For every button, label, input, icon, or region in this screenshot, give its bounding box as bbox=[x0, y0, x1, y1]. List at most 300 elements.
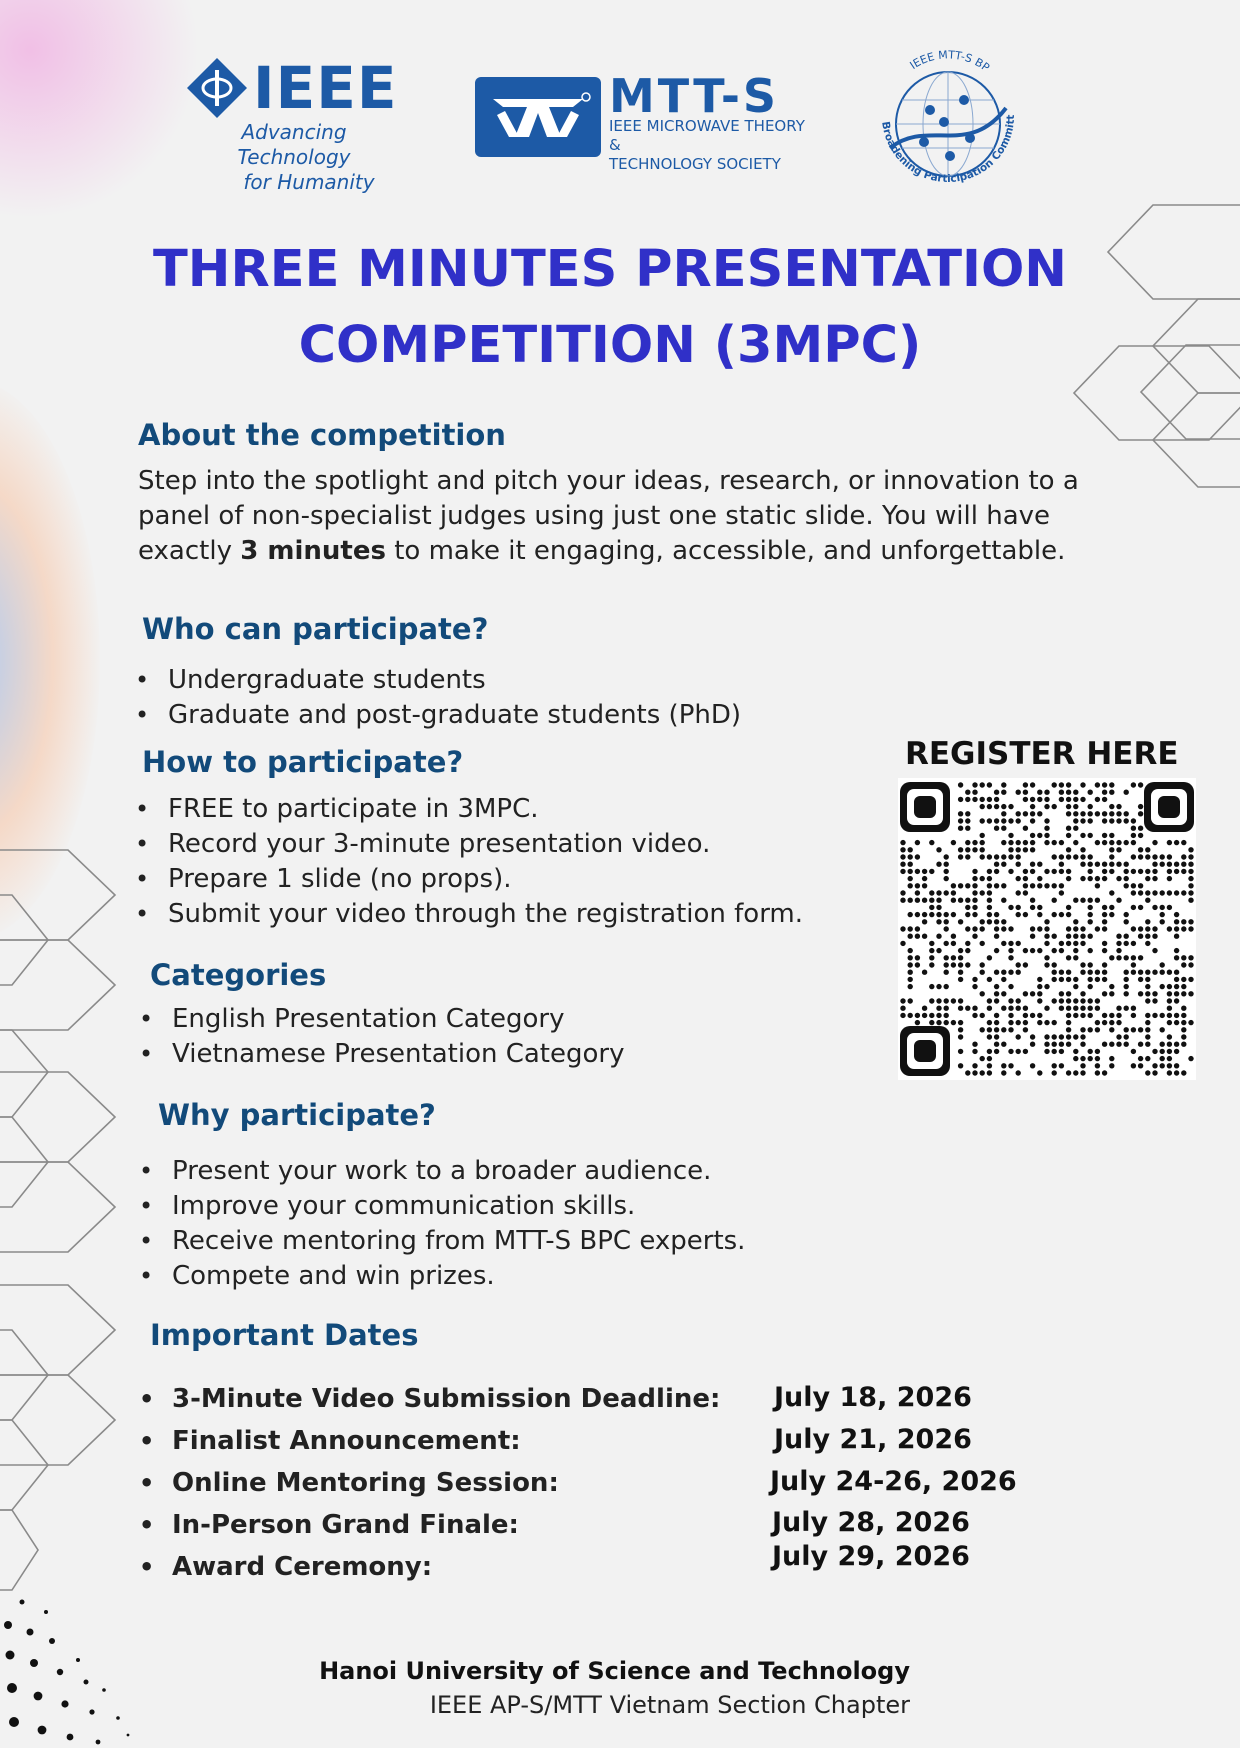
qr-module bbox=[1059, 1042, 1064, 1047]
qr-module bbox=[915, 962, 920, 967]
qr-module bbox=[951, 890, 956, 895]
who-list bbox=[138, 663, 741, 733]
qr-module bbox=[1138, 847, 1143, 852]
qr-module bbox=[1080, 818, 1085, 823]
qr-module bbox=[1023, 782, 1028, 787]
qr-module bbox=[972, 934, 977, 939]
qr-module bbox=[1109, 869, 1114, 874]
qr-module bbox=[1167, 890, 1172, 895]
qr-module bbox=[1181, 991, 1186, 996]
qr-module bbox=[980, 962, 985, 967]
qr-module bbox=[1030, 804, 1035, 809]
qr-module bbox=[929, 905, 934, 910]
qr-module bbox=[1088, 876, 1093, 881]
qr-module bbox=[958, 948, 963, 953]
qr-module bbox=[944, 912, 949, 917]
qr-module bbox=[1066, 905, 1071, 910]
qr-module bbox=[1181, 977, 1186, 982]
qr-module bbox=[980, 926, 985, 931]
qr-module bbox=[1088, 984, 1093, 989]
qr-module bbox=[1030, 847, 1035, 852]
list-item: • Compete and win prizes. bbox=[142, 1259, 745, 1294]
qr-module bbox=[994, 1020, 999, 1025]
qr-module bbox=[1167, 840, 1172, 845]
qr-module bbox=[1044, 941, 1049, 946]
qr-module bbox=[1109, 782, 1114, 787]
qr-module bbox=[1052, 1042, 1057, 1047]
qr-module bbox=[972, 905, 977, 910]
qr-module bbox=[1080, 782, 1085, 787]
qr-module bbox=[936, 1020, 941, 1025]
qr-module bbox=[1109, 811, 1114, 816]
qr-module bbox=[1059, 912, 1064, 917]
qr-module bbox=[1023, 1020, 1028, 1025]
qr-module bbox=[1102, 941, 1107, 946]
qr-module bbox=[994, 818, 999, 823]
qr-module bbox=[994, 826, 999, 831]
list-item: • Graduate and post-graduate students (PhD) bbox=[138, 698, 741, 733]
qr-module bbox=[1188, 991, 1193, 996]
qr-module bbox=[1008, 955, 1013, 960]
qr-module bbox=[1116, 804, 1121, 809]
qr-module bbox=[1001, 854, 1006, 859]
qr-module bbox=[1174, 1063, 1179, 1068]
qr-module bbox=[1001, 1027, 1006, 1032]
qr-module bbox=[1052, 1070, 1057, 1075]
qr-module bbox=[972, 797, 977, 802]
date-label: • In-Person Grand Finale: bbox=[142, 1504, 720, 1546]
mtts-wordmark: MTT-S bbox=[609, 69, 780, 123]
qr-module bbox=[936, 898, 941, 903]
qr-module bbox=[915, 1020, 920, 1025]
qr-module bbox=[972, 1063, 977, 1068]
qr-module bbox=[1066, 991, 1071, 996]
ieee-tagline-line1: Advancing Technology bbox=[237, 120, 351, 169]
qr-module bbox=[1102, 797, 1107, 802]
qr-module bbox=[1095, 840, 1100, 845]
qr-module bbox=[1131, 926, 1136, 931]
qr-module bbox=[1044, 1006, 1049, 1011]
qr-module bbox=[1116, 934, 1121, 939]
qr-module bbox=[1080, 898, 1085, 903]
qr-module bbox=[980, 1013, 985, 1018]
qr-module bbox=[1030, 797, 1035, 802]
qr-module bbox=[1181, 862, 1186, 867]
qr-module bbox=[965, 818, 970, 823]
qr-module bbox=[1124, 970, 1129, 975]
qr-module bbox=[1145, 847, 1150, 852]
qr-module bbox=[987, 890, 992, 895]
qr-module bbox=[915, 926, 920, 931]
qr-module bbox=[1088, 948, 1093, 953]
qr-module bbox=[1023, 790, 1028, 795]
qr-module bbox=[1023, 890, 1028, 895]
qr-module bbox=[1160, 1042, 1165, 1047]
qr-module bbox=[1066, 941, 1071, 946]
qr-module bbox=[994, 854, 999, 859]
qr-module bbox=[994, 948, 999, 953]
qr-module bbox=[1131, 905, 1136, 910]
qr-module bbox=[1016, 1034, 1021, 1039]
qr-module bbox=[922, 912, 927, 917]
qr-module bbox=[1167, 869, 1172, 874]
qr-module bbox=[1116, 862, 1121, 867]
qr-module bbox=[1080, 797, 1085, 802]
about-text-end: to make it engaging, accessible, and unforgettable. bbox=[385, 536, 1066, 566]
qr-module bbox=[1152, 905, 1157, 910]
qr-module bbox=[1044, 934, 1049, 939]
qr-module bbox=[1030, 883, 1035, 888]
qr-module bbox=[1174, 934, 1179, 939]
qr-module bbox=[900, 854, 905, 859]
qr-module bbox=[1188, 847, 1193, 852]
qr-module bbox=[1066, 1006, 1071, 1011]
qr-module bbox=[1181, 1027, 1186, 1032]
qr-module bbox=[1016, 1006, 1021, 1011]
qr-module bbox=[1044, 826, 1049, 831]
qr-module bbox=[1109, 991, 1114, 996]
qr-module bbox=[1073, 1070, 1078, 1075]
qr-module bbox=[1109, 833, 1114, 838]
qr-module bbox=[1008, 818, 1013, 823]
qr-module bbox=[922, 1013, 927, 1018]
qr-module bbox=[1008, 840, 1013, 845]
qr-module bbox=[1145, 934, 1150, 939]
qr-module bbox=[1088, 905, 1093, 910]
qr-module bbox=[1131, 818, 1136, 823]
qr-module bbox=[936, 948, 941, 953]
qr-module bbox=[908, 883, 913, 888]
qr-module bbox=[1131, 826, 1136, 831]
qr-module bbox=[1059, 782, 1064, 787]
qr-module bbox=[1109, 1020, 1114, 1025]
qr-module bbox=[1124, 811, 1129, 816]
qr-module bbox=[1145, 1020, 1150, 1025]
qr-module bbox=[1088, 962, 1093, 967]
qr-module bbox=[1080, 934, 1085, 939]
registration-qr-code[interactable] bbox=[898, 778, 1196, 1080]
date-value: July 29, 2026 bbox=[772, 1541, 970, 1572]
qr-module bbox=[972, 1042, 977, 1047]
qr-module bbox=[908, 862, 913, 867]
qr-module bbox=[1001, 790, 1006, 795]
qr-module bbox=[1008, 854, 1013, 859]
qr-module bbox=[965, 847, 970, 852]
mtts-emblem bbox=[475, 77, 601, 157]
qr-module bbox=[1188, 1020, 1193, 1025]
qr-module bbox=[1116, 1013, 1121, 1018]
qr-module bbox=[1181, 926, 1186, 931]
qr-module bbox=[965, 826, 970, 831]
qr-module bbox=[1145, 1027, 1150, 1032]
qr-module bbox=[1095, 1070, 1100, 1075]
qr-module bbox=[1088, 998, 1093, 1003]
qr-module bbox=[1138, 934, 1143, 939]
qr-module bbox=[1167, 1063, 1172, 1068]
qr-module bbox=[1167, 1013, 1172, 1018]
qr-module bbox=[1138, 991, 1143, 996]
qr-module bbox=[1152, 991, 1157, 996]
qr-module bbox=[1059, 840, 1064, 845]
qr-module bbox=[1102, 991, 1107, 996]
qr-module bbox=[1001, 970, 1006, 975]
qr-module bbox=[951, 840, 956, 845]
qr-module bbox=[1181, 984, 1186, 989]
qr-module bbox=[1023, 1049, 1028, 1054]
qr-module bbox=[1188, 898, 1193, 903]
how-list bbox=[138, 792, 803, 932]
qr-module bbox=[1008, 1013, 1013, 1018]
qr-module bbox=[944, 1020, 949, 1025]
qr-module bbox=[1138, 890, 1143, 895]
qr-module bbox=[1016, 1049, 1021, 1054]
qr-module bbox=[1167, 998, 1172, 1003]
qr-module bbox=[958, 883, 963, 888]
qr-module bbox=[958, 1063, 963, 1068]
qr-module bbox=[1131, 869, 1136, 874]
ieee-tagline bbox=[189, 120, 399, 195]
qr-module bbox=[1066, 1042, 1071, 1047]
qr-module bbox=[922, 919, 927, 924]
qr-module bbox=[1116, 811, 1121, 816]
qr-module bbox=[1016, 811, 1021, 816]
qr-module bbox=[980, 890, 985, 895]
qr-module bbox=[1109, 847, 1114, 852]
qr-module bbox=[1174, 970, 1179, 975]
qr-module bbox=[1016, 890, 1021, 895]
qr-module bbox=[1016, 970, 1021, 975]
qr-module bbox=[1095, 1056, 1100, 1061]
qr-module bbox=[1109, 984, 1114, 989]
qr-module bbox=[1073, 934, 1078, 939]
qr-module bbox=[1016, 962, 1021, 967]
qr-module bbox=[908, 955, 913, 960]
qr-module bbox=[1138, 926, 1143, 931]
qr-module bbox=[1030, 782, 1035, 787]
qr-module bbox=[922, 1006, 927, 1011]
qr-module bbox=[965, 1006, 970, 1011]
qr-module bbox=[1152, 890, 1157, 895]
qr-module bbox=[1023, 847, 1028, 852]
qr-module bbox=[1008, 833, 1013, 838]
qr-module bbox=[972, 790, 977, 795]
qr-module bbox=[1174, 1020, 1179, 1025]
qr-module bbox=[1037, 905, 1042, 910]
qr-module bbox=[1124, 883, 1129, 888]
qr-module bbox=[1188, 883, 1193, 888]
qr-module bbox=[958, 1006, 963, 1011]
qr-module bbox=[1016, 905, 1021, 910]
qr-module bbox=[958, 955, 963, 960]
qr-module bbox=[1138, 970, 1143, 975]
qr-module bbox=[994, 1049, 999, 1054]
qr-module bbox=[994, 970, 999, 975]
qr-module bbox=[994, 934, 999, 939]
qr-module bbox=[1152, 970, 1157, 975]
qr-module bbox=[1001, 1042, 1006, 1047]
qr-module bbox=[922, 876, 927, 881]
qr-module bbox=[951, 955, 956, 960]
qr-module bbox=[929, 998, 934, 1003]
qr-module bbox=[1073, 854, 1078, 859]
qr-module bbox=[1124, 869, 1129, 874]
qr-module bbox=[1116, 948, 1121, 953]
qr-module bbox=[944, 926, 949, 931]
qr-module bbox=[1016, 1020, 1021, 1025]
ieee-tagline-line2: for Humanity bbox=[243, 170, 375, 194]
qr-module bbox=[1095, 1006, 1100, 1011]
qr-module bbox=[1181, 1070, 1186, 1075]
qr-module bbox=[1145, 1013, 1150, 1018]
qr-module bbox=[1152, 854, 1157, 859]
qr-module bbox=[994, 1027, 999, 1032]
qr-module bbox=[1174, 912, 1179, 917]
qr-module bbox=[1016, 818, 1021, 823]
qr-module bbox=[1052, 854, 1057, 859]
qr-module bbox=[1138, 955, 1143, 960]
qr-module bbox=[951, 1020, 956, 1025]
qr-module bbox=[1109, 840, 1114, 845]
qr-module bbox=[1023, 797, 1028, 802]
qr-module bbox=[1030, 1042, 1035, 1047]
qr-module bbox=[1073, 1056, 1078, 1061]
list-item: • Submit your video through the registration form. bbox=[138, 897, 803, 932]
qr-module bbox=[1037, 862, 1042, 867]
qr-module bbox=[929, 840, 934, 845]
qr-module bbox=[1116, 955, 1121, 960]
mtts-subtitle-line1: IEEE MICROWAVE THEORY & bbox=[609, 117, 805, 154]
qr-module bbox=[1088, 833, 1093, 838]
qr-module bbox=[1131, 962, 1136, 967]
qr-module bbox=[1030, 840, 1035, 845]
qr-module bbox=[987, 1034, 992, 1039]
qr-module bbox=[1001, 811, 1006, 816]
qr-module bbox=[1160, 1056, 1165, 1061]
list-item: • Vietnamese Presentation Category bbox=[142, 1037, 625, 1072]
qr-module bbox=[1174, 926, 1179, 931]
qr-module bbox=[980, 833, 985, 838]
qr-module bbox=[1080, 811, 1085, 816]
qr-module bbox=[1073, 941, 1078, 946]
qr-module bbox=[1044, 1049, 1049, 1054]
qr-module bbox=[1181, 1020, 1186, 1025]
qr-module bbox=[929, 941, 934, 946]
qr-module bbox=[1073, 826, 1078, 831]
qr-module bbox=[1124, 984, 1129, 989]
qr-module bbox=[1160, 905, 1165, 910]
qr-module bbox=[1124, 919, 1129, 924]
qr-module bbox=[929, 948, 934, 953]
qr-module bbox=[1008, 1020, 1013, 1025]
qr-module bbox=[1044, 1042, 1049, 1047]
qr-module bbox=[1088, 912, 1093, 917]
footer-organization: Hanoi University of Science and Technology bbox=[319, 1657, 910, 1685]
qr-module bbox=[1160, 1013, 1165, 1018]
qr-module bbox=[1095, 811, 1100, 816]
qr-module bbox=[1138, 1063, 1143, 1068]
qr-module bbox=[951, 898, 956, 903]
qr-module bbox=[1052, 934, 1057, 939]
qr-module bbox=[1080, 991, 1085, 996]
mtts-emblem-icon bbox=[475, 77, 601, 157]
qr-module bbox=[1174, 984, 1179, 989]
qr-module bbox=[944, 970, 949, 975]
qr-module bbox=[1102, 869, 1107, 874]
qr-module bbox=[1102, 1013, 1107, 1018]
qr-module bbox=[900, 869, 905, 874]
qr-module bbox=[987, 905, 992, 910]
qr-module bbox=[1160, 862, 1165, 867]
qr-module bbox=[1030, 818, 1035, 823]
qr-module bbox=[915, 883, 920, 888]
qr-module bbox=[908, 876, 913, 881]
qr-module bbox=[1001, 977, 1006, 982]
qr-module bbox=[1181, 1006, 1186, 1011]
qr-module bbox=[1008, 1063, 1013, 1068]
qr-module bbox=[1095, 898, 1100, 903]
qr-module bbox=[1116, 876, 1121, 881]
qr-module bbox=[1073, 797, 1078, 802]
qr-module bbox=[1059, 1063, 1064, 1068]
qr-module bbox=[1102, 1070, 1107, 1075]
qr-module bbox=[1052, 1063, 1057, 1068]
qr-module bbox=[1167, 854, 1172, 859]
qr-module bbox=[965, 797, 970, 802]
qr-module bbox=[1030, 862, 1035, 867]
qr-module bbox=[1116, 941, 1121, 946]
qr-module bbox=[908, 970, 913, 975]
qr-module bbox=[1109, 1027, 1114, 1032]
qr-module bbox=[1059, 991, 1064, 996]
date-value: July 24-26, 2026 bbox=[770, 1466, 1017, 1497]
qr-module bbox=[1102, 862, 1107, 867]
qr-module bbox=[1080, 876, 1085, 881]
qr-module bbox=[1102, 840, 1107, 845]
qr-module bbox=[900, 998, 905, 1003]
qr-module bbox=[936, 1013, 941, 1018]
qr-module bbox=[929, 869, 934, 874]
qr-module bbox=[1116, 1020, 1121, 1025]
qr-module bbox=[1131, 833, 1136, 838]
bpc-globe-icon bbox=[868, 38, 1028, 198]
qr-module bbox=[1073, 818, 1078, 823]
qr-module bbox=[900, 898, 905, 903]
qr-module bbox=[1001, 926, 1006, 931]
qr-module bbox=[1167, 970, 1172, 975]
qr-module bbox=[958, 1034, 963, 1039]
qr-module bbox=[987, 1070, 992, 1075]
mtts-subtitle bbox=[609, 117, 819, 174]
qr-module bbox=[1037, 790, 1042, 795]
how-heading: How to participate? bbox=[142, 745, 464, 779]
qr-module bbox=[965, 948, 970, 953]
qr-module bbox=[1066, 847, 1071, 852]
qr-module bbox=[972, 1049, 977, 1054]
qr-module bbox=[936, 984, 941, 989]
qr-module bbox=[1088, 869, 1093, 874]
qr-module bbox=[900, 1006, 905, 1011]
qr-module bbox=[1116, 840, 1121, 845]
mtts-subtitle-line2: TECHNOLOGY SOCIETY bbox=[609, 155, 781, 173]
qr-module bbox=[1174, 890, 1179, 895]
qr-module bbox=[1044, 883, 1049, 888]
qr-module bbox=[1059, 1006, 1064, 1011]
qr-module bbox=[1001, 1006, 1006, 1011]
qr-module bbox=[1088, 1027, 1093, 1032]
qr-module bbox=[1080, 962, 1085, 967]
qr-module bbox=[1059, 862, 1064, 867]
qr-module bbox=[1124, 840, 1129, 845]
